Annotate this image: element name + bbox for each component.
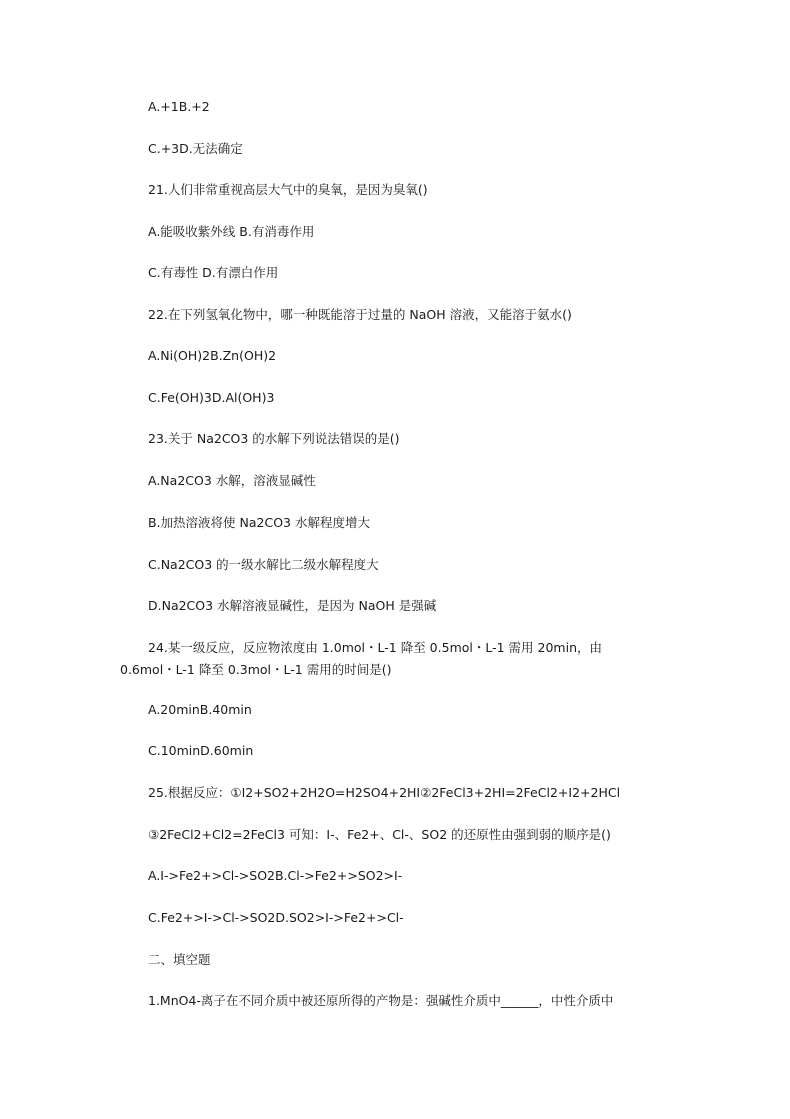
option-line: A.Na2CO3 水解，溶液显碱性 [148, 473, 316, 488]
question-24-continuation: 0.6mol・L-1 降至 0.3mol・L-1 需用的时间是() [120, 662, 392, 677]
question-25-continuation: ③2FeCl2+Cl2=2FeCl3 可知：I-、Fe2+、Cl-、SO2 的还原性由强到弱的顺序是() [148, 827, 611, 842]
option-line: A.I->Fe2+>Cl->SO2B.Cl->Fe2+>SO2>I- [148, 868, 403, 883]
option-line: C.有毒性 D.有漂白作用 [148, 265, 279, 280]
option-line: B.加热溶液将使 Na2CO3 水解程度增大 [148, 515, 370, 530]
question-22: 22.在下列氢氧化物中，哪一种既能溶于过量的 NaOH 溶液，又能溶于氨水() [148, 307, 572, 322]
option-line: A.Ni(OH)2B.Zn(OH)2 [148, 348, 277, 363]
option-line: C.Fe2+>I->Cl->SO2D.SO2>I->Fe2+>Cl- [148, 910, 404, 925]
option-line: D.Na2CO3 水解溶液显碱性，是因为 NaOH 是强碱 [148, 598, 437, 613]
option-line: A.+1B.+2 [148, 99, 210, 114]
question-24: 24.某一级反应，反应物浓度由 1.0mol・L-1 降至 0.5mol・L-1 需用 20min，由 [148, 640, 602, 655]
option-line: A.20minB.40min [148, 702, 252, 717]
fill-blank-question-1: 1.MnO4-离子在不同介质中被还原所得的产物是：强碱性介质中______，中性介质中 [148, 993, 614, 1008]
option-line: A.能吸收紫外线 B.有消毒作用 [148, 224, 315, 239]
question-21: 21.人们非常重视高层大气中的臭氧，是因为臭氧() [148, 182, 428, 197]
question-23: 23.关于 Na2CO3 的水解下列说法错误的是() [148, 431, 400, 446]
option-line: C.+3D.无法确定 [148, 141, 243, 156]
option-line: C.Fe(OH)3D.Al(OH)3 [148, 390, 275, 405]
section-heading: 二、填空题 [148, 952, 211, 967]
question-25: 25.根据反应：①I2+SO2+2H2O=H2SO4+2HI②2FeCl3+2HI=2FeCl2+I2+2HCl [148, 785, 621, 800]
option-line: C.10minD.60min [148, 743, 254, 758]
option-line: C.Na2CO3 的一级水解比二级水解程度大 [148, 557, 379, 572]
